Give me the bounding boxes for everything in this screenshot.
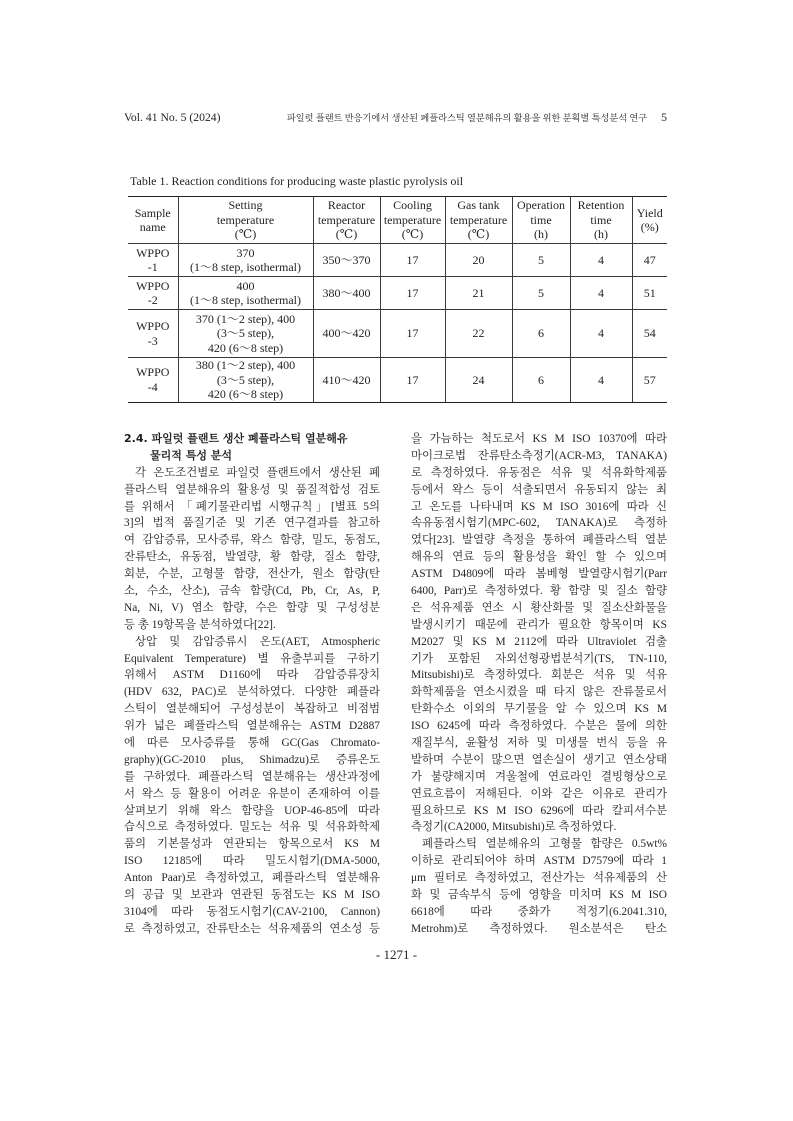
text-line: Equivalent Temperature) 별 유출부피를 구하기 [124, 652, 380, 665]
text-line: 가 불량해지며 겨울철에 연료라인 결빙형상으로 [411, 770, 667, 783]
text-line: 로 측정하였다. 유동점은 석유 및 석유화학제품 [411, 466, 667, 479]
text-line: 등 총 19항목을 분석하였다[22]. [124, 618, 276, 631]
paragraph [124, 465, 380, 634]
header-text-line: Retention [577, 198, 625, 213]
cell-text-line: 380 (1～2 step), 400 [195, 358, 296, 372]
text-line: (HDV 632, PAC)로 분석하였다. 다양한 폐플라 [124, 686, 380, 699]
header-text-line: (h) [594, 227, 608, 242]
cell-text-line: WPPO [136, 365, 170, 380]
header-text-line: Gas tank [457, 198, 500, 213]
text-line: ISO 6245에 따라 측정하였다. 수분은 물에 의한 [411, 720, 667, 733]
text-line: 를 위해서 「폐기물관리법 시행규칙」[별표 5의 [124, 500, 380, 513]
text-line: 각 온도조건별로 파일럿 플랜트에서 생산된 폐 [135, 466, 380, 479]
sample-name-cell [128, 358, 178, 403]
header-page-number: 5 [661, 111, 667, 124]
gas-tank-temperature-cell: 20 [445, 244, 512, 277]
text-line: 상압 및 감압증류시 온도(AET, Atmospheric [135, 635, 380, 648]
cell-text-line: (3～5 step), [216, 372, 275, 387]
cell-text-line: WPPO [136, 319, 170, 333]
cell-text-line: -2 [147, 293, 158, 307]
text-line: 를 구하였다. 폐플라스틱 열분해유는 생산과정에 [124, 770, 380, 783]
sample-name-cell [128, 277, 178, 310]
cell-text-line: 370 [236, 245, 255, 260]
cell-text-line: (1～8 step, isothermal) [190, 293, 301, 307]
column-header-sample-name [128, 197, 178, 244]
reactor-temperature-cell: 380～400 [313, 277, 380, 310]
text-line: 화 및 금속부식 등에 영향을 미치며 KS M ISO [411, 889, 667, 902]
text-line: 기가 포함된 자외선형광법분석기(TS, TN-110, [411, 652, 667, 665]
text-line: 위가 넓은 폐플라스틱 열분해유는 ASTM D2887 [124, 720, 380, 733]
header-text-line: (h) [534, 227, 548, 242]
reactor-temperature-cell: 400～420 [313, 310, 380, 358]
setting-temperature-cell [178, 358, 313, 403]
text-line: 의 공급 및 보관과 연관된 동점도는 KS M ISO [124, 889, 380, 902]
table-header-row [128, 197, 667, 244]
cell-text-line: 370 (1～2 step), 400 [195, 311, 296, 326]
text-line: 소, 수소, 산소), 금속 함량(Cd, Pb, Cr, As, P, [124, 585, 380, 598]
operation-time-cell: 5 [512, 244, 570, 277]
text-line: 을 가늠하는 척도로서 KS M ISO 10370에 따라 [411, 433, 667, 445]
text-line: M2027 및 KS M 2112에 따라 Ultraviolet 검출 [411, 635, 667, 648]
text-line: 재질부식, 윤활성 저하 및 미생물 번식 등을 유 [411, 737, 667, 750]
text-line: 위해서 ASTM D1160에 따라 감압증류장치 [124, 669, 380, 682]
text-line: 였다[23]. 발열량 측정을 통하여 폐플라스틱 열분 [411, 534, 667, 547]
column-header-reactor-temperature [313, 197, 380, 244]
gas-tank-temperature-cell: 22 [445, 310, 512, 358]
header-text-line: name [139, 220, 166, 234]
text-line: 폐플라스틱 열분해유의 고형물 함량은 0.5wt% [422, 838, 667, 851]
header-text-line: Setting [228, 198, 263, 213]
cell-text-line: 420 (6～8 step) [207, 340, 284, 355]
left-text-column [124, 431, 380, 938]
text-line: 회분, 수분, 고형물 함량, 전산가, 원소 함량(탄 [124, 568, 380, 581]
text-line: 에 따른 모사증류를 통해 GC(Gas Chromato- [124, 737, 380, 750]
setting-temperature-cell [178, 277, 313, 310]
cooling-temperature-cell: 17 [380, 277, 445, 310]
running-title: 파일럿 플랜트 반응기에서 생산된 폐플라스틱 열분해유의 활용을 위한 분획별 특성분석 연구 [286, 113, 648, 123]
footer-page-number: - 1271 - [375, 947, 418, 962]
header-text-line: temperature [317, 212, 376, 227]
table-caption: Table 1. Reaction conditions for producing waste plastic pyrolysis oil [130, 174, 464, 188]
gas-tank-temperature-cell: 21 [445, 277, 512, 310]
text-line: 3]의 법적 품질기준 및 기존 연구결과를 참고하 [124, 517, 380, 530]
text-line: 화학제품을 연소시켰을 때 타지 않은 잔류물로서 [411, 686, 667, 699]
text-line: 등에서 왁스 등이 석출되면서 유동되지 않는 최 [411, 483, 667, 496]
text-line: 은 석유제품 연소 시 황산화물 및 질소산화물을 [411, 601, 667, 614]
cooling-temperature-cell: 17 [380, 310, 445, 358]
text-line: 품의 기본물성과 연관되는 항목으로서 KS M [124, 838, 380, 851]
yield-cell: 47 [632, 244, 667, 277]
right-text-column [411, 431, 667, 938]
text-line: 연료흐름이 저해된다. 이와 같은 이유로 관리가 [411, 787, 667, 800]
retention-time-cell: 4 [570, 358, 632, 403]
text-line: Anton Paar)로 측정하였고, 폐플라스틱 열분해유 [124, 872, 380, 885]
yield-cell: 57 [632, 358, 667, 403]
reactor-temperature-cell: 350～370 [313, 244, 380, 277]
text-line: graphy)(GC-2010 plus, Shimadzu)로 증류온도 [124, 753, 380, 766]
table-row [128, 277, 667, 310]
operation-time-cell: 6 [512, 310, 570, 358]
column-header-cooling-temperature [380, 197, 445, 244]
text-line: Mitsubishi)로 측정하였다. 회분은 석유 및 석유 [411, 669, 667, 682]
header-text-line: (℃) [401, 227, 424, 242]
header-text-line: Cooling [393, 198, 432, 213]
column-header-yield [632, 197, 667, 244]
text-line: 3104에 따라 동점도시험기(CAV-2100, Cannon) [124, 905, 380, 918]
table-row [128, 310, 667, 358]
table-row [128, 244, 667, 277]
header-text-line: Sample [134, 205, 171, 220]
cell-text-line: 400 [236, 278, 255, 293]
text-line: ISO 12185에 따라 밀도시험기(DMA-5000, [124, 855, 380, 868]
retention-time-cell: 4 [570, 310, 632, 358]
text-line: 이하로 관리되어야 하며 ASTM D7579에 따라 1 [411, 855, 667, 868]
header-text-line: temperature [383, 212, 442, 227]
retention-time-cell: 4 [570, 277, 632, 310]
section-heading [124, 431, 380, 465]
cell-text-line: -3 [147, 333, 158, 348]
header-text-line: Reactor [327, 198, 366, 213]
header-text-line: (℃) [335, 227, 358, 242]
text-line: 여 감압증류, 모사증류, 왁스 함량, 밀도, 동점도, [124, 534, 380, 547]
paragraph [124, 634, 380, 938]
paragraph [411, 431, 667, 836]
text-line: 스틱이 열분해되어 구성성분이 복잡하고 비점범 [124, 703, 380, 716]
sample-name-cell [128, 310, 178, 358]
column-header-setting-temperature [178, 197, 313, 244]
header-text-line: Yield [636, 205, 663, 220]
cell-text-line: 420 (6～8 step) [207, 387, 284, 401]
header-text-line: (℃) [467, 227, 490, 242]
section-heading-line: 2.4. 파일럿 플랜트 생산 폐플라스틱 열분해유 [124, 432, 348, 445]
yield-cell: 51 [632, 277, 667, 310]
text-line: 속유동점시험기(MPC-602, TANAKA)로 측정하 [411, 517, 667, 530]
column-header-operation-time [512, 197, 570, 244]
text-line: 잔류탄소, 유동점, 발열량, 황 함량, 질소 함량, [124, 551, 380, 564]
text-line: 탄화수소 이외의 무기물을 알 수 있으며 KS M [411, 703, 667, 716]
text-line: 서 왁스 등 활용이 어려운 유분이 존재하여 이를 [124, 787, 380, 800]
text-line: 발생시키기 때문에 관리가 필요한 항목이며 KS [411, 618, 667, 631]
header-text-line: (℃) [234, 227, 257, 242]
text-line: 로 측정하였고, 잔류탄소는 석유제품의 연소성 등 [124, 922, 380, 935]
column-header-gas-tank-temperature [445, 197, 512, 244]
operation-time-cell: 6 [512, 358, 570, 403]
header-text-line: time [590, 212, 612, 227]
column-header-retention-time [570, 197, 632, 244]
text-line: ASTM D4809에 따라 봄베형 발열량시험기(Parr [411, 568, 667, 581]
text-line: 살펴보기 위해 왁스 함량을 UOP-46-85에 따라 [124, 804, 380, 817]
section-heading-line: 물리적 특성 분석 [150, 448, 233, 462]
retention-time-cell: 4 [570, 244, 632, 277]
header-text-line: temperature [216, 212, 275, 227]
header-text-line: (%) [640, 220, 659, 234]
text-line: Metrohm)로 측정하였다. 원소분석은 탄소 [411, 922, 667, 935]
cooling-temperature-cell: 17 [380, 358, 445, 403]
operation-time-cell: 5 [512, 277, 570, 310]
cell-text-line: (3～5 step), [216, 326, 275, 341]
cell-text-line: -4 [147, 379, 158, 394]
header-text-line: Operation [517, 198, 565, 213]
gas-tank-temperature-cell: 24 [445, 358, 512, 403]
text-line: 습식으로 측정하였다. 밀도는 석유 및 석유화학제 [124, 821, 380, 834]
text-line: 발하며 수분이 많으면 열손실이 생기고 연소상태 [411, 753, 667, 766]
header-text-line: time [530, 212, 552, 227]
text-line: 마이크로법 잔류탄소측정기(ACR-M3, TANAKA) [411, 449, 667, 462]
cell-text-line: WPPO [136, 278, 170, 293]
text-line: Na, Ni, V) 염소 함량, 수은 함량 및 구성성분 [124, 601, 380, 614]
cooling-temperature-cell: 17 [380, 244, 445, 277]
text-line: 측정기(CA2000, Mitsubishi)로 측정하였다. [411, 821, 617, 834]
running-header [287, 110, 667, 126]
table-row [128, 358, 667, 403]
text-line: 필요하므로 KS M ISO 6296에 따라 칼피셔수분 [411, 804, 667, 817]
sample-name-cell [128, 244, 178, 277]
reactor-temperature-cell: 410～420 [313, 358, 380, 403]
text-line: 해유의 연료 등의 활용성을 확인 할 수 있으며 [411, 551, 667, 564]
text-line: μm 필터로 측정하였고, 전산가는 석유제품의 산 [411, 872, 667, 885]
cell-text-line: (1～8 step, isothermal) [190, 260, 301, 274]
setting-temperature-cell [178, 244, 313, 277]
text-line: 고 온도를 나타내며 KS M ISO 3016에 따라 신 [411, 500, 667, 513]
text-line: 6400, Parr)로 측정하였다. 황 함량 및 질소 함량 [411, 585, 667, 598]
text-line: 플라스틱 열분해유의 활용성 및 품질적합성 검토 [124, 483, 380, 496]
yield-cell: 54 [632, 310, 667, 358]
header-text-line: temperature [449, 212, 508, 227]
journal-volume: Vol. 41 No. 5 (2024) [124, 111, 221, 124]
cell-text-line: -1 [147, 260, 158, 274]
reaction-conditions-table [128, 196, 667, 403]
cell-text-line: WPPO [136, 245, 170, 260]
setting-temperature-cell [178, 310, 313, 358]
paragraph [411, 836, 667, 937]
text-line: 6618에 따라 중화가 적정기(6.2041.310, [411, 905, 667, 918]
